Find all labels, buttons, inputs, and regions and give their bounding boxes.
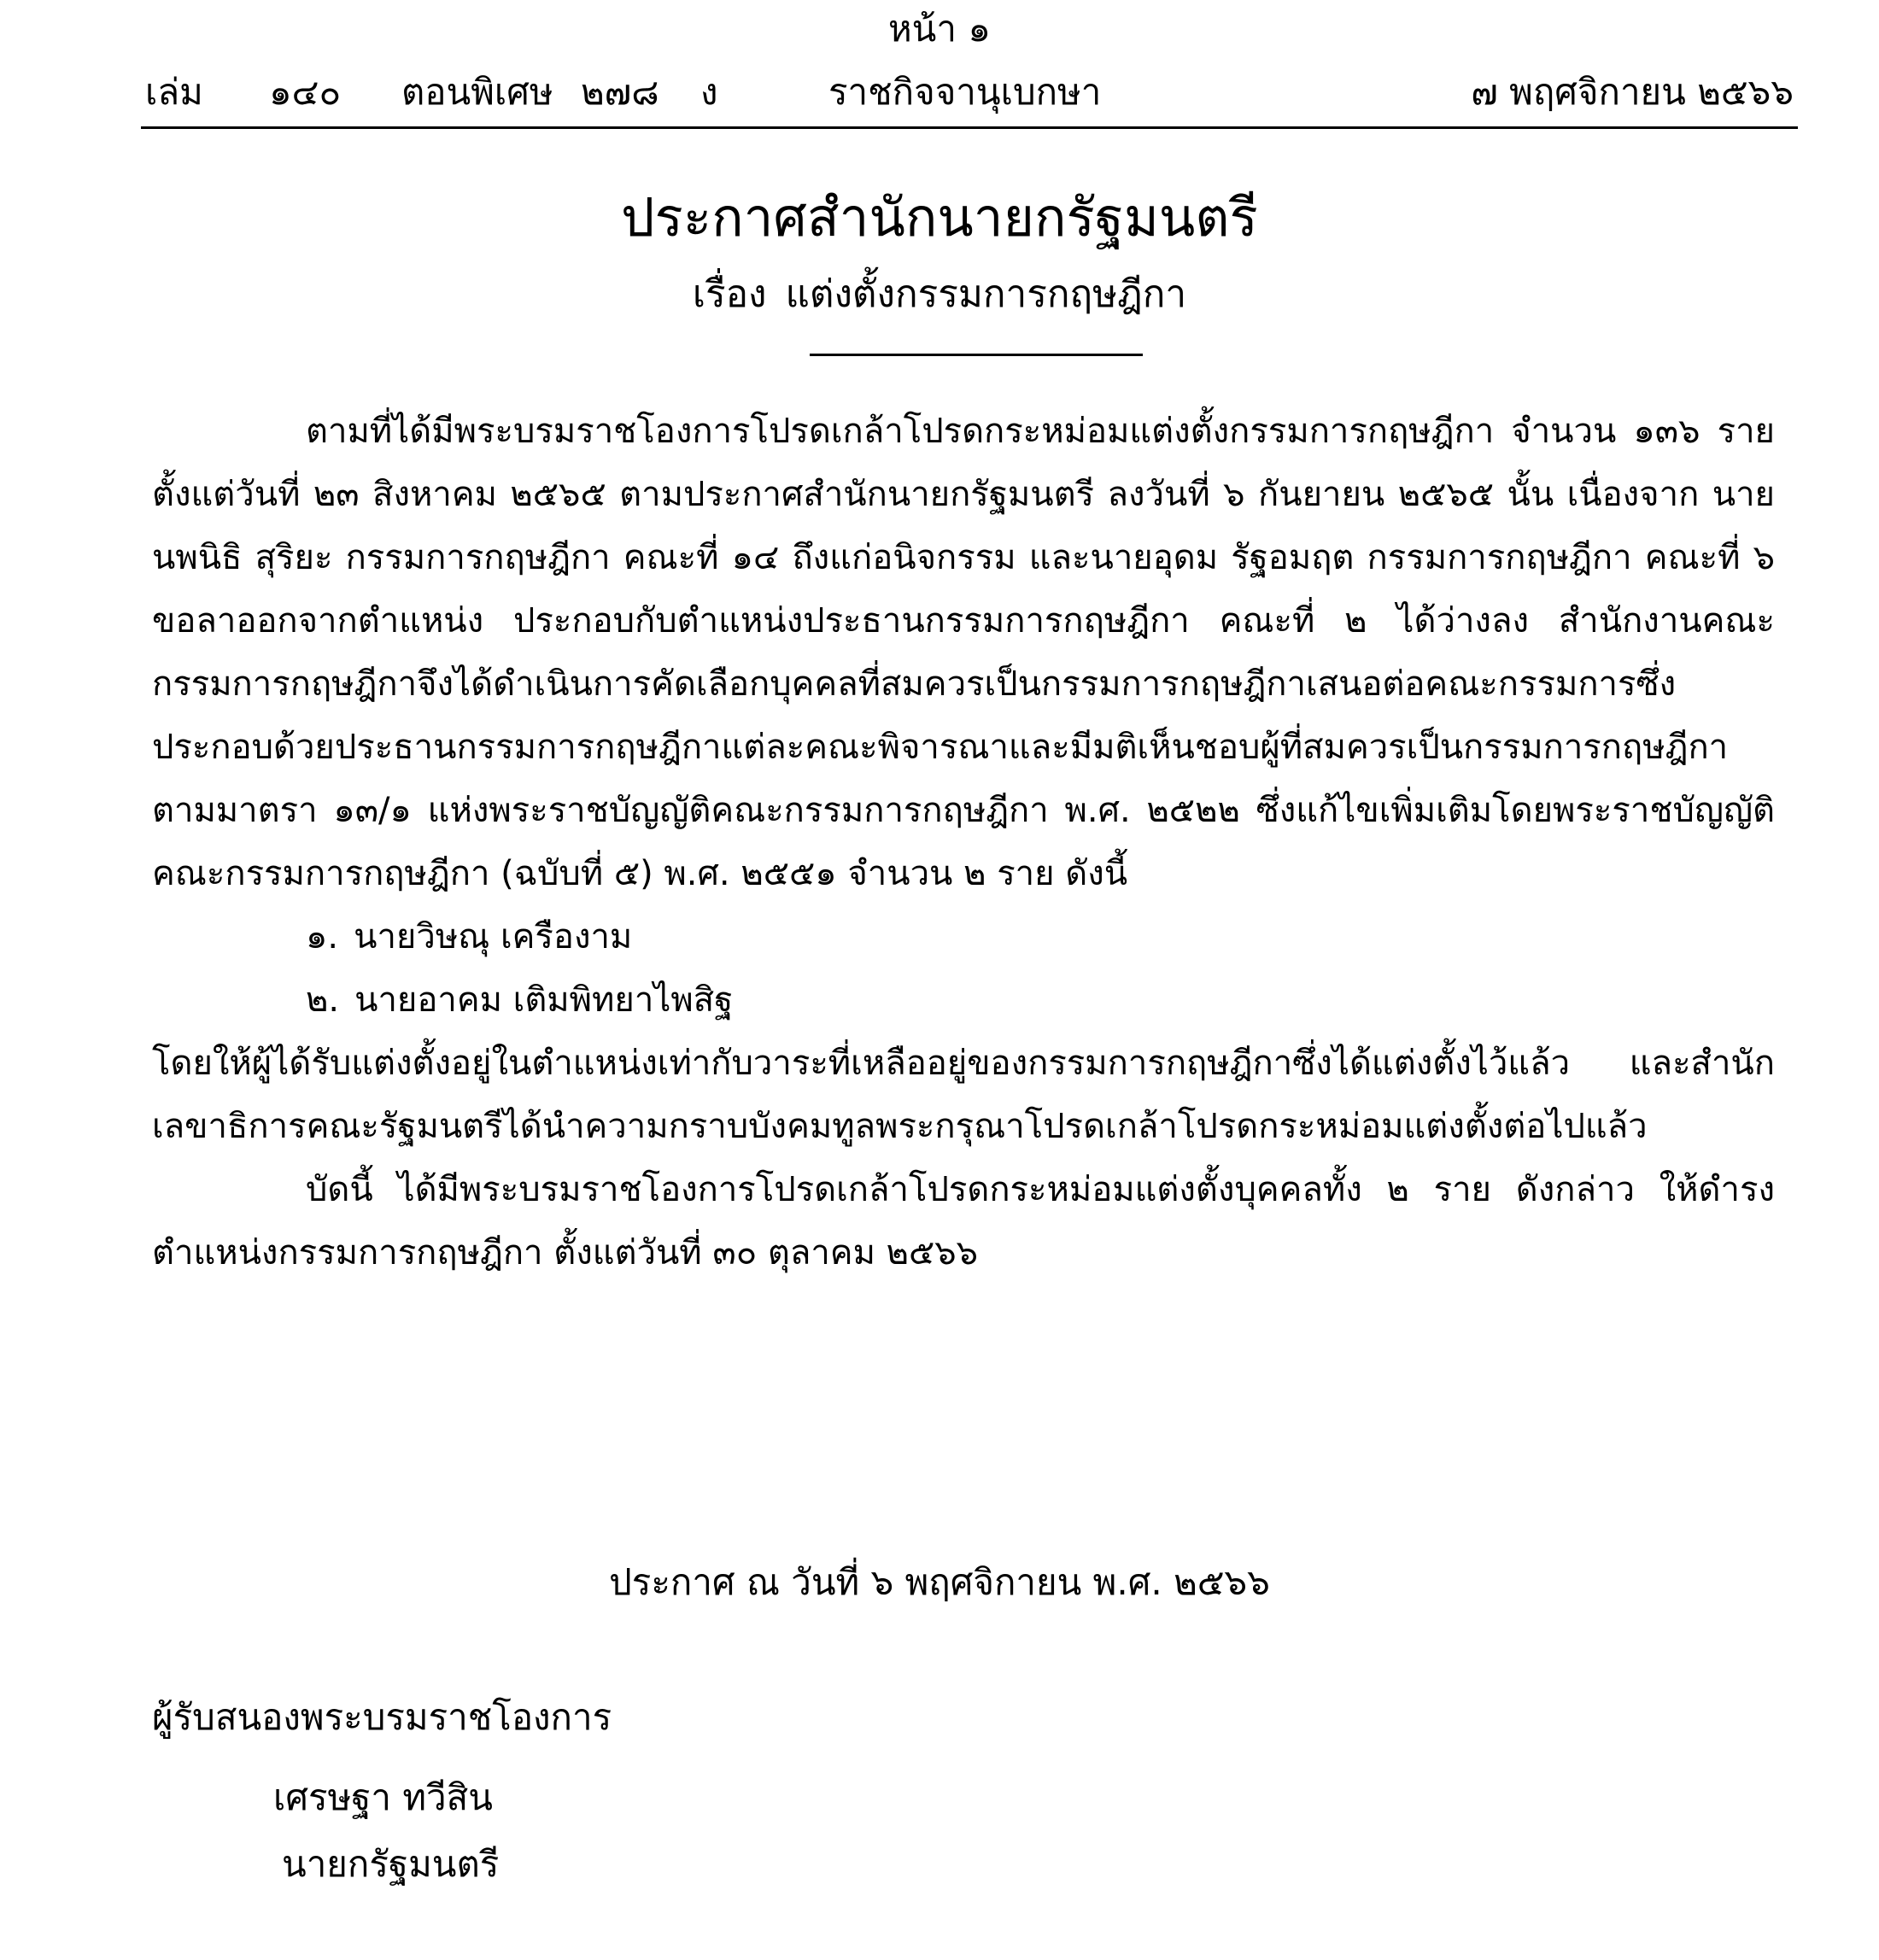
appointee-number: ๒. [306, 980, 340, 1020]
paragraph-preamble: ตามที่ได้มีพระบรมราชโองการโปรดเกล้าโปรดกระหม่อมแต่งตั้งกรรมการกฤษฎีกา จำนวน ๑๓๖ ราย ตั้งแต่วันที่ ๒๓ สิงหาคม ๒๕๖๕ ตามประกาศสำนักนายกรัฐมนตรี ลงวันที่ ๖ กันยายน ๒๕๖๕ นั้น เนื่องจาก นายนพนิธิ สุริยะ กรรมการกฤษฎีกา คณะที่ ๑๔ ถึงแก่อนิจกรรม และนายอุดม รัฐอมฤต กรรมการกฤษฎีกา คณะที่ ๖ ขอลาออกจากตำแหน่ง ประกอบกับตำแหน่งประธานกรรมการกฤษฎีกา คณะที่ ๒ ได้ว่างลง สำนักงานคณะกรรมการกฤษฎีกาจึงได้ดำเนินการคัดเลือกบุคคลที่สมควรเป็นกรรมการกฤษฎีกาเสนอต่อคณะกรรมการซึ่งประกอบด้วยประธานกรรมการกฤษฎีกาแต่ละคณะพิจารณาและมีมติเห็นชอบผู้ที่สมควรเป็นกรรมการกฤษฎีกาตามมาตรา ๑๓/๑ แห่งพระราชบัญญัติคณะกรรมการกฤษฎีกา พ.ศ. ๒๕๒๒ ซึ่งแก้ไขเพิ่มเติมโดยพระราชบัญญัติคณะกรรมการกฤษฎีกา (ฉบับที่ ๕) พ.ศ. ๒๕๕๑ จำนวน ๒ ราย ดังนี้ [152, 412, 1775, 893]
subject-label: เรื่อง [692, 272, 767, 316]
appointee-item [152, 968, 1775, 1032]
publication-date: ๗ พฤศจิกายน ๒๕๖๖ [1471, 71, 1794, 113]
appointee-name: นายอาคม เติมพิทยาไพสิฐ [354, 980, 734, 1020]
page-number: หน้า ๑ [888, 8, 991, 50]
countersign-role: ผู้รับสนองพระบรมราชโองการ [152, 1696, 612, 1738]
volume-number: ๑๔๐ [269, 71, 342, 113]
section-letter: ง [700, 71, 718, 113]
issue-number: ๒๗๘ [581, 71, 659, 113]
signatory-name: เศรษฐา ทวีสิน [273, 1776, 493, 1818]
volume-label: เล่ม [145, 71, 203, 113]
announcement-date: ประกาศ ณ วันที่ ๖ พฤศจิกายน พ.ศ. ๒๕๖๖ [609, 1561, 1270, 1603]
document-title: ประกาศสำนักนายกรัฐมนตรี [621, 186, 1258, 249]
signatory-title: นายกรัฐมนตรี [282, 1843, 500, 1885]
gazette-header [145, 65, 1794, 120]
appointee-item [152, 905, 1775, 968]
document-subject [0, 265, 1879, 325]
paragraph-term: โดยให้ผู้ได้รับแต่งตั้งอยู่ในตำแหน่งเท่ากับวาระที่เหลืออยู่ของกรรมการกฤษฎีกาซึ่งได้แต่งตั้งไว้แล้ว และสำนักเลขาธิการคณะรัฐมนตรีได้นำความกราบบังคมทูลพระกรุณาโปรดเกล้าโปรดกระหม่อมแต่งตั้งต่อไปแล้ว [152, 1044, 1775, 1146]
issue-label: ตอนพิเศษ [401, 71, 553, 113]
gazette-name: ราชกิจจานุเบกษา [828, 71, 1102, 113]
appointee-number: ๑. [306, 917, 339, 957]
paragraph-appointment: บัดนี้ ได้มีพระบรมราชโองการโปรดเกล้าโปรดกระหม่อมแต่งตั้งบุคคลทั้ง ๒ ราย ดังกล่าว ให้ดำรงตำแหน่งกรรมการกฤษฎีกา ตั้งแต่วันที่ ๓๐ ตุลาคม ๒๕๖๖ [152, 1170, 1775, 1273]
appointee-name: นายวิษณุ เครืองาม [354, 917, 633, 957]
document-body [152, 400, 1775, 1284]
title-divider [810, 354, 1143, 356]
header-divider [141, 126, 1798, 129]
subject-text: แต่งตั้งกรรมการกฤษฎีกา [785, 272, 1187, 316]
